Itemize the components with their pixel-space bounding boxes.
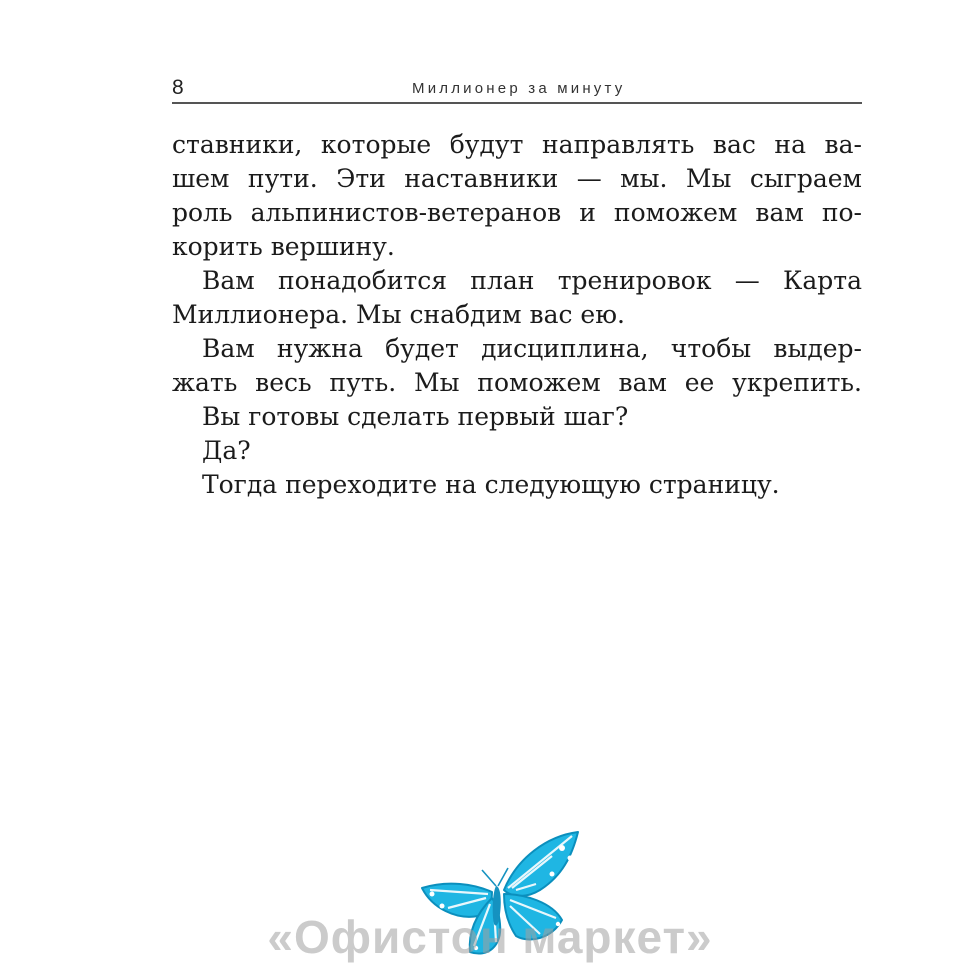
body-text	[172, 128, 862, 502]
text-line: жать весь путь. Мы поможем вам ее укрепить.	[172, 368, 862, 397]
text-line: Вам понадобится план тренировок — Карта	[202, 266, 862, 295]
text-line: Миллионера. Мы снабдим вас ею.	[172, 300, 625, 329]
text-line: Вам нужна будет дисциплина, чтобы выдер-	[202, 334, 862, 363]
watermark: «Офистон маркет»	[267, 911, 713, 963]
text-line: роль альпинистов-ветеранов и поможем вам по-	[172, 198, 862, 227]
text-line: ставники, которые будут направлять вас на ва-	[172, 130, 862, 159]
page-header	[172, 74, 862, 102]
text-line: Да?	[202, 436, 251, 465]
page-number: 8	[172, 76, 184, 99]
text-line: Вы готовы сделать первый шаг?	[202, 402, 629, 431]
text-line: корить вершину.	[172, 232, 395, 261]
running-title: Миллионер за минуту	[412, 80, 626, 97]
header-divider	[172, 102, 862, 104]
text-line: шем пути. Эти наставники — мы. Мы сыграем	[172, 164, 862, 193]
text-line: Тогда переходите на следующую страницу.	[202, 470, 780, 499]
